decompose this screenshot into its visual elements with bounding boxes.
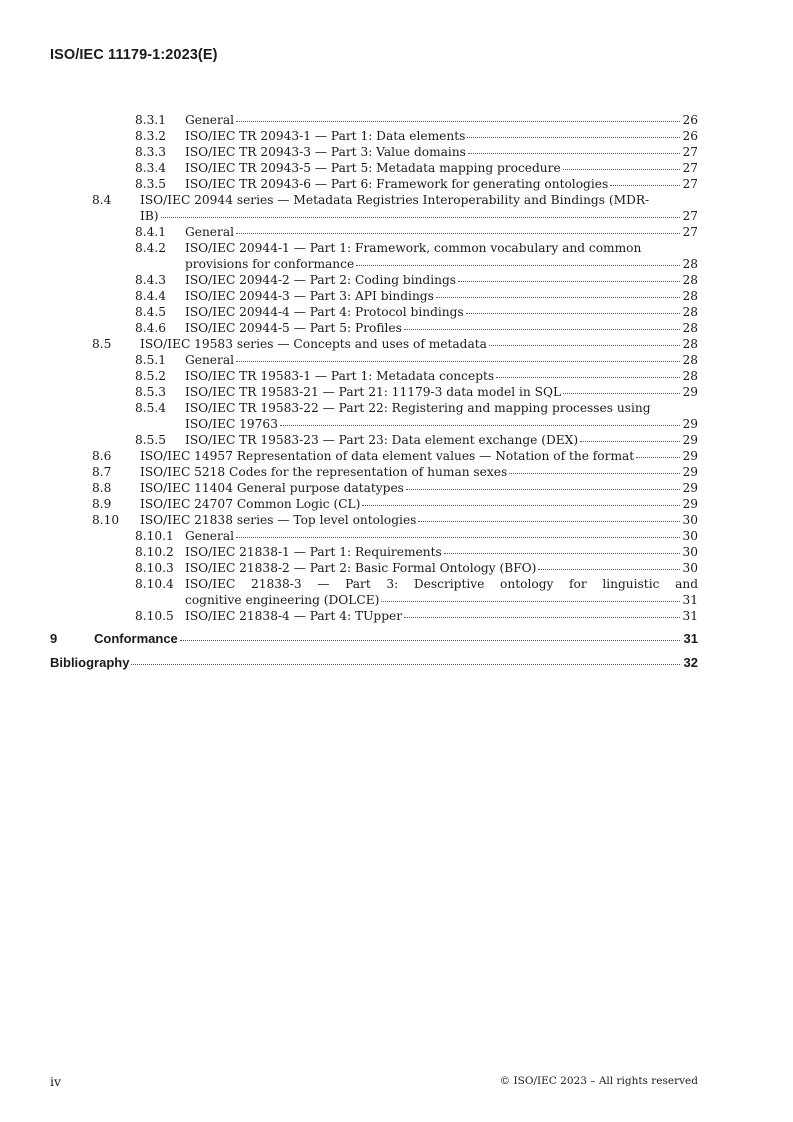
toc-entry-title: ISO/IEC TR 20943-5 — Part 5: Metadata mapping procedure <box>185 161 561 175</box>
copyright-notice: © ISO/IEC 2023 – All rights reserved <box>499 1075 698 1087</box>
toc-entry-title: Bibliography <box>50 655 130 670</box>
toc-entry[interactable] <box>0 544 793 560</box>
toc-entry-number: 8.10.2 <box>135 545 174 559</box>
toc-entry-page: 28 <box>682 337 698 351</box>
toc-entry-title: ISO/IEC TR 19583-1 — Part 1: Metadata concepts <box>185 369 495 383</box>
dot-leader <box>236 361 680 362</box>
dot-leader <box>496 377 680 378</box>
toc-entry-title: ISO/IEC 20944-2 — Part 2: Coding bindings <box>185 273 457 287</box>
toc-entry-number: 8.4.2 <box>135 241 167 255</box>
toc-entry[interactable] <box>0 496 793 512</box>
toc-entry-number: 8.5.1 <box>135 353 167 367</box>
toc-entry-title-line: ISO/IEC 20944 series — Metadata Registries Interoperability and Bindings (MDR- <box>140 193 650 207</box>
toc-entry-page: 27 <box>682 177 698 191</box>
dot-leader <box>280 425 680 426</box>
toc-entry-title: ISO/IEC TR 19583-23 — Part 23: Data element exchange (DEX) <box>185 433 579 447</box>
toc-entry-page: 28 <box>682 353 698 367</box>
toc-entry-number: 8.5.3 <box>135 385 167 399</box>
document-header: ISO/IEC 11179-1:2023(E) <box>50 47 218 63</box>
toc-entry-number: 8.3.2 <box>135 129 167 143</box>
toc-entry[interactable] <box>0 320 793 336</box>
toc-entry-title: General <box>185 529 234 543</box>
toc-entry-page: 30 <box>682 561 698 575</box>
toc-entry[interactable] <box>0 176 793 192</box>
dot-leader <box>406 489 680 490</box>
toc-entry-number: 8.7 <box>92 465 112 479</box>
toc-entry-number: 8.4 <box>92 193 112 207</box>
toc-entry-page: 31 <box>682 609 698 623</box>
dot-leader <box>509 473 680 474</box>
toc-entry-page: 27 <box>682 145 698 159</box>
dot-leader <box>489 345 680 346</box>
toc-entry-number: 8.5.4 <box>135 401 167 415</box>
toc-entry-title: cognitive engineering (DOLCE) <box>185 593 380 607</box>
toc-entry-title: ISO/IEC 20944-3 — Part 3: API bindings <box>185 289 434 303</box>
dot-leader <box>236 121 680 122</box>
dot-leader <box>458 281 680 282</box>
toc-entry[interactable] <box>0 192 793 224</box>
toc-entry-title: ISO/IEC 19763 <box>185 417 278 431</box>
toc-entry-number: 8.3.1 <box>135 113 167 127</box>
toc-entry-title: ISO/IEC 20944-5 — Part 5: Profiles <box>185 321 402 335</box>
toc-entry[interactable] <box>0 128 793 144</box>
dot-leader <box>362 505 680 506</box>
dot-leader <box>236 537 680 538</box>
toc-entry-title: General <box>185 353 234 367</box>
toc-entry-page: 26 <box>682 113 698 127</box>
toc-entry[interactable] <box>0 400 793 432</box>
toc-entry-page: 28 <box>682 321 698 335</box>
dot-leader <box>436 297 680 298</box>
toc-entry-number: 8.3.4 <box>135 161 167 175</box>
toc-entry-number: 8.5.5 <box>135 433 167 447</box>
toc-entry[interactable] <box>0 654 793 671</box>
toc-entry-number: 8.4.5 <box>135 305 167 319</box>
toc-entry-title: ISO/IEC 21838 series — Top level ontologies <box>140 513 417 527</box>
toc-entry[interactable] <box>0 576 793 608</box>
toc-entry-page: 30 <box>682 545 698 559</box>
toc-entry-page: 28 <box>682 369 698 383</box>
toc-entry-number: 8.10.4 <box>135 577 174 591</box>
toc-entry-number: 8.4.6 <box>135 321 167 335</box>
toc-entry-page: 28 <box>682 257 698 271</box>
toc-entry-number: 8.10.1 <box>135 529 174 543</box>
toc-entry-title: ISO/IEC 20944-4 — Part 4: Protocol bindings <box>185 305 464 319</box>
toc-entry[interactable] <box>0 528 793 544</box>
toc-entry[interactable] <box>0 464 793 480</box>
toc-entry-page: 27 <box>682 209 698 223</box>
dot-leader <box>131 664 680 665</box>
dot-leader <box>563 169 680 170</box>
toc-entry-number: 8.6 <box>92 449 112 463</box>
dot-leader <box>404 329 680 330</box>
toc-entry-page: 29 <box>682 385 698 399</box>
toc-entry[interactable] <box>0 560 793 576</box>
toc-entry-page: 30 <box>682 529 698 543</box>
dot-leader <box>467 137 680 138</box>
toc-entry-title: ISO/IEC TR 20943-6 — Part 6: Framework for generating ontologies <box>185 177 609 191</box>
toc-entry-number: 8.3.5 <box>135 177 167 191</box>
dot-leader <box>610 185 680 186</box>
toc-entry-number: 8.5.2 <box>135 369 167 383</box>
toc-entry-page: 29 <box>682 417 698 431</box>
dot-leader <box>468 153 680 154</box>
toc-entry[interactable] <box>0 608 793 624</box>
toc-entry[interactable] <box>0 384 793 400</box>
toc-entry[interactable] <box>0 480 793 496</box>
toc-entry[interactable] <box>0 112 793 128</box>
toc-entry[interactable] <box>0 368 793 384</box>
toc-entry-title: ISO/IEC TR 19583-21 — Part 21: 11179-3 data model in SQL <box>185 385 562 399</box>
toc-entry-number: 8.10 <box>92 513 120 527</box>
toc-entry[interactable] <box>0 512 793 528</box>
toc-entry-page: 28 <box>682 273 698 287</box>
toc-entry-title: ISO/IEC TR 20943-3 — Part 3: Value domains <box>185 145 466 159</box>
toc-entry[interactable] <box>0 336 793 352</box>
toc-entry[interactable] <box>0 240 793 272</box>
toc-entry-number: 8.8 <box>92 481 112 495</box>
dot-leader <box>381 601 680 602</box>
dot-leader <box>444 553 680 554</box>
toc-entry-number: 9 <box>50 631 58 646</box>
toc-entry-page: 29 <box>682 497 698 511</box>
table-of-contents <box>0 112 793 671</box>
toc-entry-number: 8.10.5 <box>135 609 174 623</box>
toc-entry[interactable] <box>0 224 793 240</box>
dot-leader <box>466 313 680 314</box>
toc-entry[interactable] <box>0 272 793 288</box>
toc-entry-title: ISO/IEC 24707 Common Logic (CL) <box>140 497 361 511</box>
dot-leader <box>161 217 680 218</box>
toc-entry-number: 8.9 <box>92 497 112 511</box>
toc-entry-title: ISO/IEC 14957 Representation of data element values — Notation of the format <box>140 449 635 463</box>
toc-entry[interactable] <box>0 304 793 320</box>
page-number: iv <box>50 1074 62 1089</box>
toc-entry-page: 27 <box>682 161 698 175</box>
toc-entry[interactable] <box>0 448 793 464</box>
toc-entry-page: 29 <box>682 465 698 479</box>
toc-entry[interactable] <box>0 630 793 647</box>
toc-entry-number: 8.4.4 <box>135 289 167 303</box>
toc-entry-page: 28 <box>682 305 698 319</box>
toc-entry-number: 8.5 <box>92 337 112 351</box>
toc-entry-page: 30 <box>682 513 698 527</box>
toc-entry-title: ISO/IEC 5218 Codes for the representation of human sexes <box>140 465 508 479</box>
toc-entry-title: ISO/IEC 21838-4 — Part 4: TUpper <box>185 609 403 623</box>
dot-leader <box>580 441 680 442</box>
toc-entry-page: 29 <box>682 481 698 495</box>
toc-entry-page: 28 <box>682 289 698 303</box>
toc-entry[interactable] <box>0 288 793 304</box>
toc-entry-title: Conformance <box>94 631 178 646</box>
toc-entry-title: ISO/IEC TR 20943-1 — Part 1: Data elements <box>185 129 466 143</box>
toc-entry-title: ISO/IEC 19583 series — Concepts and uses of metadata <box>140 337 487 351</box>
toc-entry-page: 31 <box>683 631 698 646</box>
toc-entry[interactable] <box>0 352 793 368</box>
toc-entry-title: IB) <box>140 209 159 223</box>
toc-entry-title: ISO/IEC 21838-1 — Part 1: Requirements <box>185 545 442 559</box>
toc-entry-title-line: ISO/IEC TR 19583-22 — Part 22: Registering and mapping processes using <box>185 401 651 415</box>
dot-leader <box>418 521 680 522</box>
toc-entry-page: 32 <box>683 655 698 670</box>
toc-entry-number: 8.3.3 <box>135 145 167 159</box>
toc-entry[interactable] <box>0 144 793 160</box>
toc-entry-title-line: ISO/IEC 20944-1 — Part 1: Framework, common vocabulary and common <box>185 241 642 255</box>
toc-entry-title: General <box>185 113 234 127</box>
dot-leader <box>404 617 680 618</box>
dot-leader <box>236 233 680 234</box>
dot-leader <box>563 393 680 394</box>
toc-entry-title: General <box>185 225 234 239</box>
toc-entry-title: ISO/IEC 21838-2 — Part 2: Basic Formal Ontology (BFO) <box>185 561 537 575</box>
toc-entry-number: 8.4.3 <box>135 273 167 287</box>
toc-entry[interactable] <box>0 432 793 448</box>
dot-leader <box>636 457 680 458</box>
toc-entry-page: 29 <box>682 449 698 463</box>
toc-entry-page: 29 <box>682 433 698 447</box>
toc-entry-number: 8.10.3 <box>135 561 174 575</box>
toc-entry-page: 31 <box>682 593 698 607</box>
dot-leader <box>538 569 680 570</box>
toc-entry-number: 8.4.1 <box>135 225 167 239</box>
toc-entry-title: provisions for conformance <box>185 257 355 271</box>
dot-leader <box>180 640 680 641</box>
toc-entry-title: ISO/IEC 11404 General purpose datatypes <box>140 481 404 495</box>
toc-entry-title-line: ISO/IEC 21838-3 — Part 3: Descriptive ontology for linguistic and <box>185 577 698 591</box>
dot-leader <box>356 265 680 266</box>
toc-entry-page: 26 <box>682 129 698 143</box>
toc-entry[interactable] <box>0 160 793 176</box>
toc-entry-page: 27 <box>682 225 698 239</box>
